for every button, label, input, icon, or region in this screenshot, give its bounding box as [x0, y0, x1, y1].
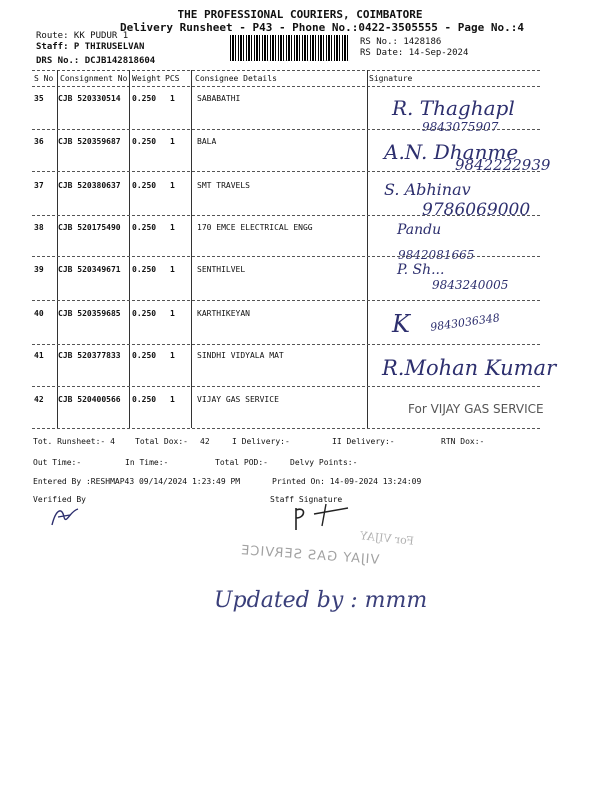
col-consignment: Consignment No — [60, 74, 128, 83]
delvy-points: Delvy Points:- — [290, 458, 358, 467]
row-separator — [32, 129, 540, 130]
row-consignee: SMT TRAVELS — [197, 181, 250, 190]
col-weight: Weight — [132, 74, 161, 83]
row-consignee: SINDHI VIDYALA MAT — [197, 351, 284, 360]
row-sno: 41 — [34, 351, 44, 360]
rtn-dox: RTN Dox:- — [441, 437, 485, 446]
row-pcs: 1 — [170, 265, 175, 274]
row-consignee: 170 EMCE ELECTRICAL ENGG — [197, 223, 313, 232]
in-time: In Time:- — [125, 458, 169, 467]
barcode — [230, 35, 350, 61]
row-consignment: CJB 520380637 — [58, 181, 121, 190]
table-top-border — [32, 70, 540, 71]
company-stamp: For VIJAY GAS SERVICE — [408, 402, 544, 416]
row-separator — [32, 256, 540, 257]
row-sno: 36 — [34, 137, 44, 146]
row-weight: 0.250 — [132, 223, 157, 232]
drs-number: DRS No.: DCJB142818604 — [36, 56, 156, 66]
handwritten-signature: R. Thaghapl — [392, 96, 515, 120]
row-weight: 0.250 — [132, 351, 157, 360]
company-name: THE PROFESSIONAL COURIERS, COIMBATORE — [177, 8, 423, 21]
row-pcs: 1 — [170, 94, 175, 103]
total-dox-label: Total Dox:- — [135, 437, 188, 446]
printed-on: Printed On: 14-09-2024 13:24:09 — [272, 477, 422, 486]
row-weight: 0.250 — [132, 181, 157, 190]
handwritten-signature: K — [392, 310, 410, 338]
ii-delivery: II Delivery:- — [332, 437, 395, 446]
total-dox-value: 42 — [200, 437, 210, 446]
row-sno: 39 — [34, 265, 44, 274]
col-divider — [191, 70, 192, 428]
verified-by-label: Verified By — [33, 495, 86, 504]
total-pod: Total POD:- — [215, 458, 268, 467]
row-consignment: CJB 520359685 — [58, 309, 121, 318]
tot-runsheet: Tot. Runsheet:- 4 — [33, 437, 115, 446]
row-pcs: 1 — [170, 181, 175, 190]
row-consignment: CJB 520175490 — [58, 223, 121, 232]
row-weight: 0.250 — [132, 309, 157, 318]
row-separator — [32, 171, 540, 172]
handwritten-phone: 9842081665 — [398, 248, 475, 262]
rs-date: RS Date: 14-Sep-2024 — [360, 48, 469, 58]
out-time: Out Time:- — [33, 458, 82, 467]
row-pcs: 1 — [170, 351, 175, 360]
row-pcs: 1 — [170, 137, 175, 146]
handwritten-phone: 9842222939 — [455, 156, 551, 174]
handwritten-signature: S. Abhinav — [384, 180, 471, 199]
route-label: Route: KK PUDUR 1 — [36, 31, 129, 41]
row-consignee: VIJAY GAS SERVICE — [197, 395, 279, 404]
handwritten-phone: 9843075907 — [422, 120, 499, 134]
row-separator — [32, 344, 540, 345]
row-separator — [32, 300, 540, 301]
row-sno: 42 — [34, 395, 44, 404]
row-consignee: SENTHILVEL — [197, 265, 246, 274]
row-sno: 37 — [34, 181, 44, 190]
table-header-border — [32, 86, 540, 87]
col-divider — [129, 70, 130, 428]
row-consignment: CJB 520330514 — [58, 94, 121, 103]
row-sno: 40 — [34, 309, 44, 318]
row-consignment: CJB 520349671 — [58, 265, 121, 274]
row-consignee: KARTHIKEYAN — [197, 309, 250, 318]
row-consignment: CJB 520400566 — [58, 395, 121, 404]
verified-signature-mark — [48, 503, 82, 531]
row-sno: 38 — [34, 223, 44, 232]
handwritten-phone: 9786069000 — [422, 200, 531, 220]
table-bottom-border — [32, 428, 540, 429]
col-sno: S No — [34, 74, 54, 83]
handwritten-signature: R.Mohan Kumar — [382, 356, 557, 380]
row-weight: 0.250 — [132, 395, 157, 404]
handwritten-signature: A.N. Dhanme — [384, 140, 519, 164]
handwritten-phone: 9843036348 — [429, 311, 501, 334]
row-pcs: 1 — [170, 309, 175, 318]
entered-by: Entered By :RESHMAP43 09/14/2024 1:23:49 PM — [33, 477, 241, 486]
row-weight: 0.250 — [132, 265, 157, 274]
row-consignee: BALA — [197, 137, 217, 146]
reversed-stamp-text: For VIJAY — [359, 529, 415, 548]
i-delivery: I Delivery:- — [232, 437, 290, 446]
col-pcs: PCS — [165, 74, 180, 83]
row-consignee: SABABATHI — [197, 94, 241, 103]
row-consignment: CJB 520377833 — [58, 351, 121, 360]
col-divider — [367, 70, 368, 428]
row-pcs: 1 — [170, 395, 175, 404]
row-consignment: CJB 520359687 — [58, 137, 121, 146]
row-separator — [32, 215, 540, 216]
handwritten-signature: Pandu — [397, 222, 442, 238]
row-sno: 35 — [34, 94, 44, 103]
row-weight: 0.250 — [132, 137, 157, 146]
col-signature: Signature — [369, 74, 413, 83]
staff-label: Staff: P THIRUSELVAN — [36, 42, 145, 52]
staff-signature-label: Staff Signature — [270, 495, 343, 504]
handwritten-note: Updated by : mmm — [214, 588, 428, 613]
row-pcs: 1 — [170, 223, 175, 232]
row-weight: 0.250 — [132, 94, 157, 103]
staff-signature-mark — [292, 500, 352, 534]
col-divider — [57, 70, 58, 428]
reversed-stamp-impression: VIJAY GAS SERVICE — [239, 543, 380, 568]
handwritten-signature: P. Sh... — [397, 262, 445, 278]
rs-number: RS No.: 1428186 — [360, 37, 442, 47]
runsheet-title: Delivery Runsheet - P43 - Phone No.:0422-3505555 - Page No.:4 — [120, 21, 524, 34]
handwritten-phone: 9843240005 — [432, 278, 509, 292]
col-consignee: Consignee Details — [195, 74, 277, 83]
row-separator — [32, 386, 540, 387]
